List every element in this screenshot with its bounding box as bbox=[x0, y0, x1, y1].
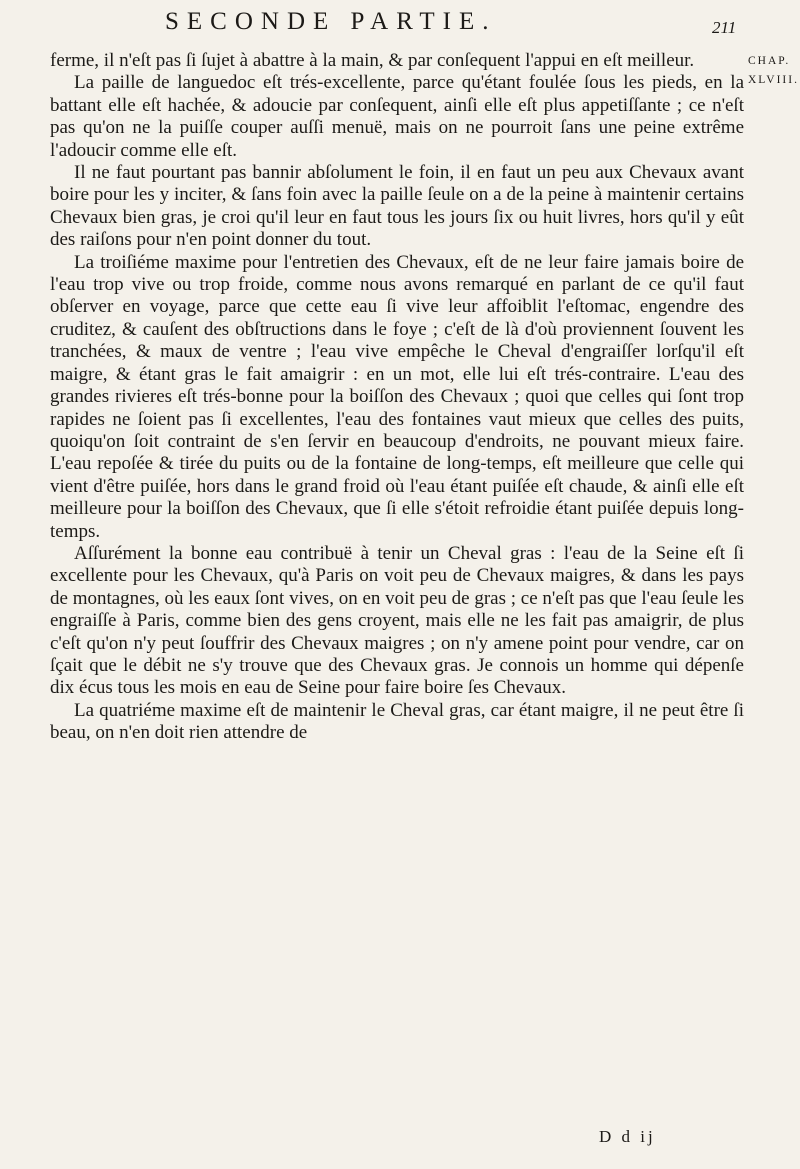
running-title: SECONDE PARTIE. bbox=[165, 8, 497, 35]
paragraph: La troiſiéme maxime pour l'entretien des Chevaux, eſt de ne leur faire jamais boire de l'eau trop vive ou trop froide, comme nous avons remarqué en parlant de ce qu'il faut obſerver en voyage, parce que cette eau ſi vive leur affoiblit l'eſtomac, engendre des cruditez, & cauſent des obſtructions dans le foye ; c'eſt de là d'où proviennent ſouvent les tranchées, & maux de ventre ; l'eau vive empêche le Cheval d'engraiſſer lorſqu'il eſt maigre, & étant gras le fait amaigrir : en un mot, elle lui eſt trés-contraire. L'eau des grandes rivieres eſt trés-bonne pour la boiſſon des Chevaux ; quoi que celles qui ſont trop rapides ne ſoient pas ſi excellentes, l'eau des fontaines vaut mieux que celles des puits, quoiqu'on ſoit contraint de s'en ſervir en beaucoup d'endroits, ne pouvant mieux faire. L'eau repoſée & tirée du puits ou de la fontaine de long-temps, eſt meilleure que celle qui vient d'être puiſée, hors dans le grand froid où l'eau étant puiſée eſt chaude, & ainſi elle eſt meilleure pour la boiſſon des Chevaux, que ſi elle s'étoit refroidie étant puiſée depuis long-temps. bbox=[50, 251, 744, 542]
margin-note-number: XLVIII. bbox=[748, 74, 799, 86]
paragraph: Il ne faut pourtant pas bannir abſolument le foin, il en faut un peu aux Chevaux avant boire pour les y inciter, & ſans foin avec la paille ſeule on a de la peine à maintenir certains Chevaux bien gras, je croi qu'il leur en faut tous les jours ſix ou huit livres, hors qu'il y eût des raiſons pour n'en point donner du tout. bbox=[50, 162, 744, 251]
margin-note bbox=[748, 52, 800, 90]
page-number: 211 bbox=[712, 18, 737, 37]
margin-note-chapter: CHAP. bbox=[748, 55, 791, 67]
paragraph: La paille de languedoc eſt trés-excellente, parce qu'étant foulée ſous les pieds, en la battant elle eſt hachée, & adoucie par conſequent, ainſi elle eſt plus appetiſſante ; ce n'eſt pas qu'on ne la puiſſe couper auſſi menuë, mais on ne pourroit ſans une peine extrême l'adoucir comme elle eſt. bbox=[50, 72, 744, 161]
paragraph: ferme, il n'eſt pas ſi ſujet à abattre à la main, & par conſequent l'appui en eſt meilleur. bbox=[50, 50, 695, 71]
body-text bbox=[50, 50, 744, 745]
paragraph: Aſſurément la bonne eau contribuë à tenir un Cheval gras : l'eau de la Seine eſt ſi excellente pour les Chevaux, qu'à Paris on voit peu de Chevaux maigres, & dans les pays de montagnes, où les eaux ſont vives, on en voit peu de gras ; ce n'eſt pas que l'eau ſeule les engraiſſe à Paris, comme bien des gens croyent, mais elle ne les fait pas amaigrir, de plus c'eſt qu'on n'y peut ſouffrir des Chevaux maigres ; on n'y amene point pour vendre, car on ſçait que le débit ne s'y trouve que des Chevaux gras. Je connois un homme qui dépenſe dix écus tous les mois en eau de Seine pour faire boire ſes Chevaux. bbox=[50, 542, 744, 699]
paragraph: La quatriéme maxime eſt de maintenir le Cheval gras, car étant maigre, il ne peut être ſi beau, on n'en doit rien attendre de bbox=[50, 699, 744, 744]
signature-mark: D d ij bbox=[599, 1127, 656, 1146]
